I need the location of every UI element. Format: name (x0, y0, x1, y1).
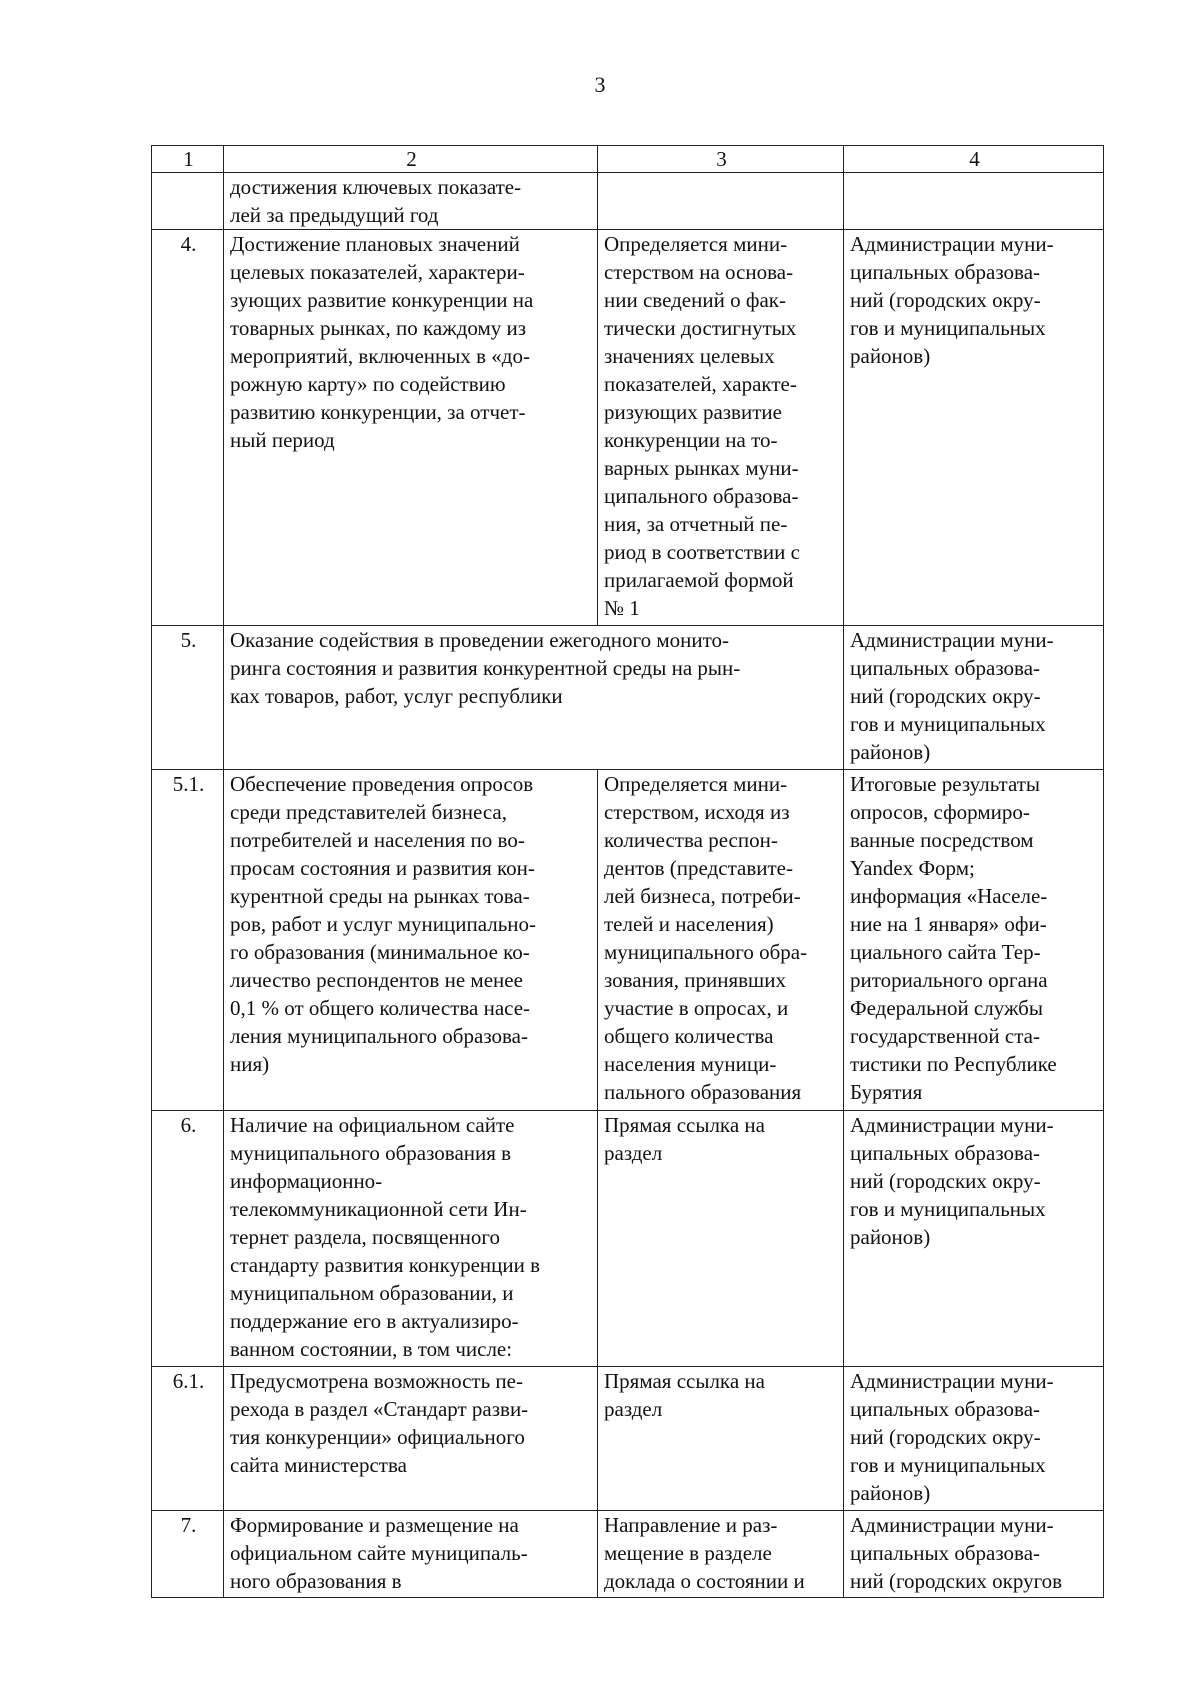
text-line: ние на 1 января» офи- (850, 912, 1047, 936)
text-line: тистики по Республике (850, 1052, 1057, 1076)
text-line: лей бизнеса, потреби- (604, 884, 801, 908)
row-description (224, 173, 598, 230)
text-line: Определяется мини- (604, 232, 788, 256)
text-line: гов и муниципальных (850, 316, 1046, 340)
text-line: районов) (850, 1225, 931, 1249)
table-row (152, 230, 1104, 626)
header-cell-4: 4 (844, 146, 1104, 173)
text-line: районов) (850, 344, 931, 368)
text-line: ципальных образова- (850, 1541, 1041, 1565)
text-line: показателей, характе- (604, 372, 797, 396)
text-line: районов) (850, 1481, 931, 1505)
row-description-merged (224, 626, 844, 770)
text-line: Определяется мини- (604, 772, 788, 796)
table-row (152, 173, 1104, 230)
text-line: риториального органа (850, 968, 1048, 992)
text-line: Обеспечение проведения опросов (230, 772, 534, 796)
text-line: ний (городских окру- (850, 288, 1041, 312)
text-line: Направление и раз- (604, 1513, 778, 1537)
text-line: Наличие на официальном сайте (230, 1113, 515, 1137)
row-description (224, 1367, 598, 1511)
text-line: ний (городских окру- (850, 1425, 1041, 1449)
row-source (844, 1511, 1104, 1598)
text-line: просам состояния и развития кон- (230, 856, 535, 880)
text-line: информация «Населе- (850, 884, 1048, 908)
text-line: Федеральной службы (850, 996, 1043, 1020)
row-source (844, 770, 1104, 1111)
text-line: стандарту развития конкуренции в (230, 1253, 541, 1277)
text-line: Предусмотрена возможность пе- (230, 1369, 523, 1393)
header-cell-2: 2 (224, 146, 598, 173)
text-line: населения муници- (604, 1052, 777, 1076)
text-line: мероприятий, включенных в «до- (230, 344, 530, 368)
header-cell-1: 1 (152, 146, 224, 173)
text-line: Прямая ссылка на (604, 1113, 765, 1137)
text-line: зования, принявших (604, 968, 786, 992)
text-line: нии сведений о фак- (604, 288, 786, 312)
table-row (152, 626, 1104, 770)
row-source (844, 626, 1104, 770)
text-line: ванные посредством (850, 828, 1034, 852)
text-line: поддержание его в актуализиро- (230, 1309, 519, 1333)
row-method (598, 1111, 844, 1367)
text-line: гов и муниципальных (850, 1453, 1046, 1477)
row-number (152, 173, 224, 230)
text-line: конкуренции на то- (604, 428, 778, 452)
text-line: стерством на основа- (604, 260, 794, 284)
text-line: доклада о состоянии и (604, 1569, 805, 1593)
row-source (844, 1111, 1104, 1367)
row-description (224, 770, 598, 1111)
row-method (598, 230, 844, 626)
text-line: районов) (850, 740, 931, 764)
row-source (844, 1367, 1104, 1511)
text-line: варных рынках муни- (604, 456, 799, 480)
text-line: потребителей и населения по во- (230, 828, 525, 852)
text-line: ципальных образова- (850, 1141, 1041, 1165)
text-line: Формирование и размещение на (230, 1513, 519, 1537)
table-row (152, 770, 1104, 1111)
row-number: 5. (152, 626, 224, 770)
text-line: гов и муниципальных (850, 1197, 1046, 1221)
text-line: Итоговые результаты (850, 772, 1041, 796)
text-line: ния, за отчетный пе- (604, 512, 788, 536)
text-line: Оказание содействия в проведении ежегодного монито- (230, 628, 730, 652)
text-line: Администрации муни- (850, 628, 1054, 652)
row-method (598, 770, 844, 1111)
text-line: тия конкуренции» официального (230, 1425, 525, 1449)
text-line: раздел (604, 1397, 663, 1421)
row-number: 7. (152, 1511, 224, 1598)
text-line: информационно- (230, 1169, 383, 1193)
text-line: прилагаемой формой (604, 568, 794, 592)
text-line: сайта министерства (230, 1453, 407, 1477)
text-line: Yandex Форм; (850, 856, 975, 880)
text-line: достижения ключевых показате- (230, 175, 522, 199)
row-description (224, 230, 598, 626)
text-line: ципального образова- (604, 484, 799, 508)
text-line: зующих развитие конкуренции на (230, 288, 534, 312)
text-line: количества респон- (604, 828, 778, 852)
report-table (151, 145, 1104, 1598)
text-line: ний (городских окру- (850, 1169, 1041, 1193)
text-line: целевых показателей, характери- (230, 260, 525, 284)
table-header-row (152, 146, 1104, 173)
text-line: Достижение плановых значений (230, 232, 520, 256)
text-line: общего количества (604, 1024, 774, 1048)
text-line: ров, работ и услуг муниципально- (230, 912, 536, 936)
text-line: ках товаров, работ, услуг республики (230, 684, 563, 708)
text-line: № 1 (604, 596, 640, 620)
text-line: развитию конкуренции, за отчет- (230, 400, 526, 424)
text-line: раздел (604, 1141, 663, 1165)
text-line: лей за предыдущий год (230, 203, 439, 227)
row-description (224, 1511, 598, 1598)
text-line: Администрации муни- (850, 1513, 1054, 1537)
text-line: ципальных образова- (850, 1397, 1041, 1421)
text-line: ний (городских округов (850, 1569, 1063, 1593)
text-line: телей и населения) (604, 912, 774, 936)
row-number: 6.1. (152, 1367, 224, 1511)
row-number: 6. (152, 1111, 224, 1367)
page-number: 3 (594, 72, 606, 97)
text-line: Бурятия (850, 1080, 923, 1104)
text-line: телекоммуникационной сети Ин- (230, 1197, 527, 1221)
text-line: муниципального образования в (230, 1141, 512, 1165)
text-line: ванном состоянии, в том числе: (230, 1337, 513, 1361)
row-source (844, 230, 1104, 626)
row-method (598, 1367, 844, 1511)
table-row (152, 1511, 1104, 1598)
text-line: ный период (230, 428, 335, 452)
text-line: го образования (минимальное ко- (230, 940, 530, 964)
text-line: Администрации муни- (850, 1113, 1054, 1137)
text-line: ления муниципального образова- (230, 1024, 528, 1048)
text-line: курентной среды на рынках това- (230, 884, 530, 908)
text-line: тически достигнутых (604, 316, 797, 340)
table-row (152, 1367, 1104, 1511)
text-line: ципальных образова- (850, 656, 1041, 680)
text-line: пального образования (604, 1080, 802, 1104)
text-line: мещение в разделе (604, 1541, 772, 1565)
row-number: 5.1. (152, 770, 224, 1111)
text-line: опросов, сформиро- (850, 800, 1030, 824)
text-line: ципальных образова- (850, 260, 1041, 284)
text-line: среди представителей бизнеса, (230, 800, 507, 824)
row-method (598, 173, 844, 230)
table-row (152, 1111, 1104, 1367)
text-line: официальном сайте муниципаль- (230, 1541, 528, 1565)
text-line: циального сайта Тер- (850, 940, 1041, 964)
row-method (598, 1511, 844, 1598)
text-line: рожную карту» по содействию (230, 372, 506, 396)
text-line: муниципального обра- (604, 940, 808, 964)
text-line: 0,1 % от общего количества насе- (230, 996, 531, 1020)
row-number: 4. (152, 230, 224, 626)
text-line: ризующих развитие (604, 400, 782, 424)
row-source (844, 173, 1104, 230)
text-line: дентов (представите- (604, 856, 793, 880)
text-line: товарных рынках, по каждому из (230, 316, 527, 340)
text-line: тернет раздела, посвященного (230, 1225, 500, 1249)
text-line: стерством, исходя из (604, 800, 790, 824)
text-line: государственной ста- (850, 1024, 1040, 1048)
row-description (224, 1111, 598, 1367)
text-line: Администрации муни- (850, 1369, 1054, 1393)
text-line: Администрации муни- (850, 232, 1054, 256)
text-line: ний (городских окру- (850, 684, 1041, 708)
text-line: значениях целевых (604, 344, 775, 368)
header-cell-3: 3 (598, 146, 844, 173)
text-line: риод в соответствии с (604, 540, 800, 564)
text-line: Прямая ссылка на (604, 1369, 765, 1393)
text-line: участие в опросах, и (604, 996, 789, 1020)
text-line: ния) (230, 1052, 270, 1076)
text-line: муниципальном образовании, и (230, 1281, 514, 1305)
text-line: рехода в раздел «Стандарт разви- (230, 1397, 529, 1421)
text-line: ринга состояния и развития конкурентной среды на рын- (230, 656, 741, 680)
text-line: гов и муниципальных (850, 712, 1046, 736)
text-line: ного образования в (230, 1569, 402, 1593)
text-line: личество респондентов не менее (230, 968, 523, 992)
